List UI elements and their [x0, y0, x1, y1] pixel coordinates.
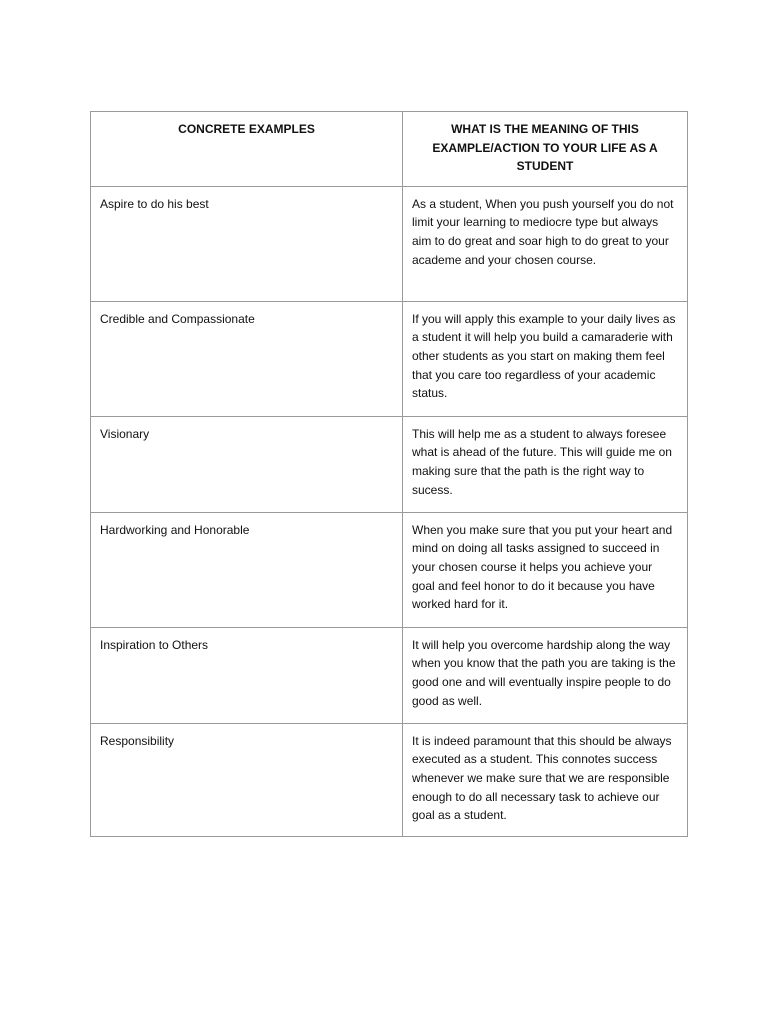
- table-row: [91, 627, 688, 723]
- meaning-text: As a student, When you push yourself you do not limit your learning to mediocre type but always aim to do great and soar high to do great to your academe and your chosen course.: [412, 196, 674, 267]
- meaning-text: It will help you overcome hardship along the way when you know that the path you are taking is the good one and will eventually inspire people to do good as well.: [412, 637, 676, 708]
- meaning-cell: [403, 416, 688, 512]
- table-row: [91, 301, 688, 416]
- example-text: Responsibility: [100, 733, 175, 748]
- example-text: Hardworking and Honorable: [100, 522, 250, 537]
- meaning-cell: [403, 627, 688, 723]
- example-text: Aspire to do his best: [100, 196, 209, 211]
- header-concrete-examples: [91, 112, 403, 187]
- header-meaning: [403, 112, 688, 187]
- example-text: Visionary: [100, 426, 150, 441]
- meaning-cell: [403, 186, 688, 301]
- table-row: [91, 416, 688, 512]
- header-right-label: WHAT IS THE MEANING OF THIS EXAMPLE/ACTION TO YOUR LIFE AS A STUDENT: [432, 122, 658, 174]
- meaning-text: This will help me as a student to always foresee what is ahead of the future. This will guide me on making sure that the path is the right way to sucess.: [412, 426, 672, 497]
- example-cell: [91, 186, 403, 301]
- header-left-label: CONCRETE EXAMPLES: [178, 122, 315, 136]
- example-cell: [91, 723, 403, 836]
- meaning-cell: [403, 301, 688, 416]
- example-cell: [91, 512, 403, 627]
- example-cell: [91, 416, 403, 512]
- table-row: [91, 723, 688, 836]
- examples-table: [90, 111, 688, 837]
- meaning-cell: [403, 723, 688, 836]
- table-header-row: [91, 112, 688, 187]
- meaning-text: If you will apply this example to your daily lives as a student it will help you build a camaraderie with other students as you start on making them feel that you care too regardless of your academic status.: [412, 311, 676, 401]
- table-row: [91, 512, 688, 627]
- meaning-text: When you make sure that you put your heart and mind on doing all tasks assigned to succeed in your chosen course it helps you achieve your goal and feel honor to do it because you have worked hard for it.: [412, 522, 673, 612]
- table-row: [91, 186, 688, 301]
- meaning-cell: [403, 512, 688, 627]
- meaning-text: It is indeed paramount that this should be always executed as a student. This connotes success whenever we make sure that we are responsible enough to do all necessary task to achieve our goal as a student.: [412, 733, 672, 823]
- example-text: Inspiration to Others: [100, 637, 209, 652]
- example-cell: [91, 627, 403, 723]
- example-cell: [91, 301, 403, 416]
- example-text: Credible and Compassionate: [100, 311, 255, 326]
